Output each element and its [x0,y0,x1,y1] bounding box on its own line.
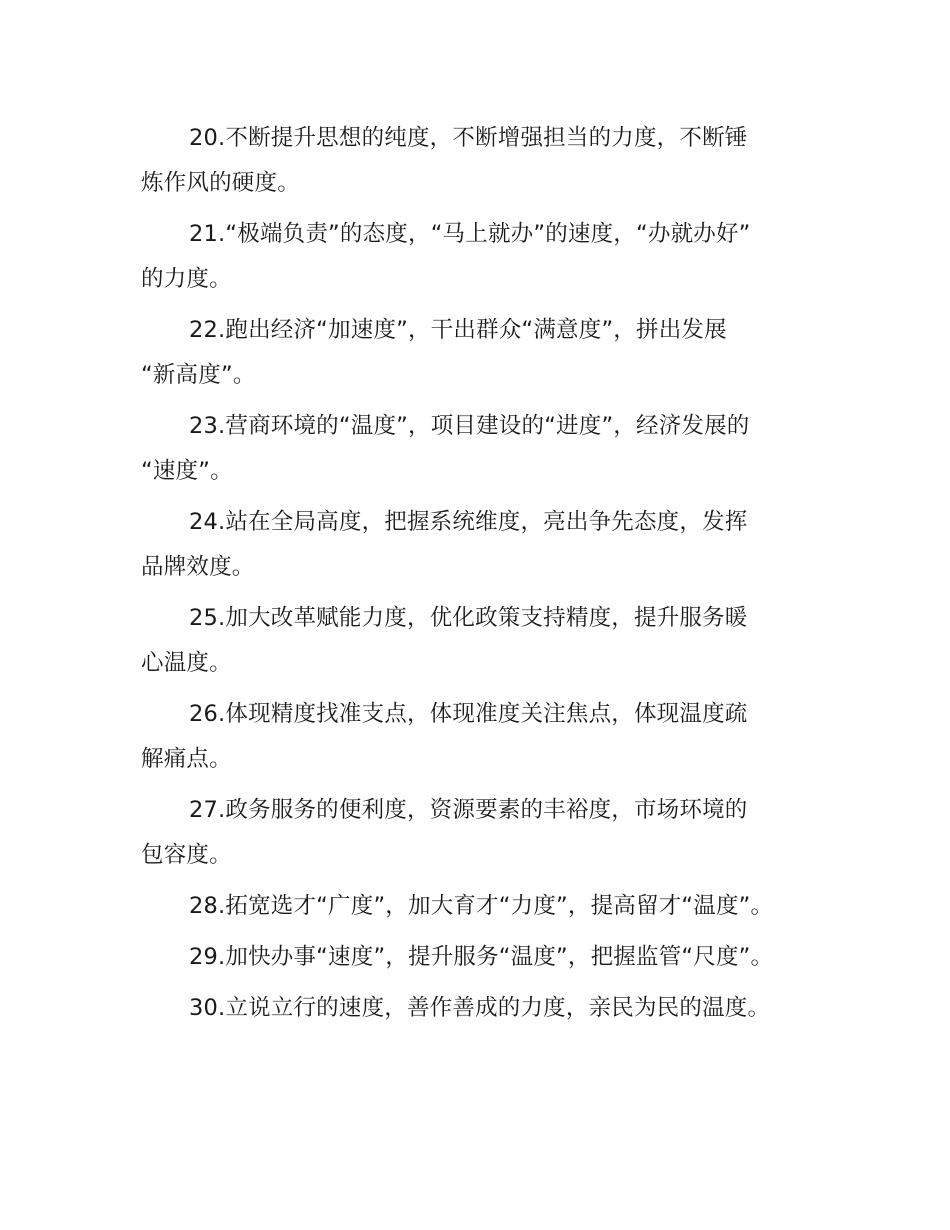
paragraph-line: 28.拓宽选才“广度”，加大育才“力度”，提高留才“温度”。 [189,893,774,919]
paragraph-line: 心温度。 [141,650,232,676]
paragraph-line: 炼作风的硬度。 [141,170,300,196]
paragraph-28 [141,884,817,929]
paragraph-line: 25.加大改革赋能力度，优化政策支持精度，提升服务暖 [189,605,748,631]
paragraph-24 [141,500,817,590]
paragraph-22 [141,308,817,398]
paragraph-26 [141,692,817,782]
paragraph-line: 20.不断提升思想的纯度，不断增强担当的力度，不断锤 [189,125,748,151]
paragraph-line: 品牌效度。 [141,554,255,580]
paragraph-line: 包容度。 [141,842,232,868]
paragraph-20 [141,116,817,206]
paragraph-25 [141,596,817,686]
paragraph-line: 30.立说立行的速度，善作善成的力度，亲民为民的温度。 [189,995,771,1021]
paragraph-27 [141,788,817,878]
paragraph-line: “速度”。 [141,458,233,484]
paragraph-line: 24.站在全局高度，把握系统维度，亮出争先态度，发挥 [189,509,748,535]
paragraph-line: 的力度。 [141,266,232,292]
document-body [141,116,817,1037]
paragraph-line: 29.加快办事“速度”，提升服务“温度”，把握监管“尺度”。 [189,944,774,970]
paragraph-line: 26.体现精度找准支点，体现准度关注焦点，体现温度疏 [189,701,748,727]
paragraph-23 [141,404,817,494]
paragraph-line: 解痛点。 [141,746,232,772]
paragraph-30 [141,986,817,1031]
paragraph-line: “新高度”。 [141,362,256,388]
paragraph-line: 27.政务服务的便利度，资源要素的丰裕度，市场环境的 [189,797,748,823]
paragraph-21 [141,212,817,302]
paragraph-line: 22.跑出经济“加速度”，干出群众“满意度”，拼出发展 [189,317,727,343]
paragraph-29 [141,935,817,980]
paragraph-line: 21.“极端负责”的态度，“马上就办”的速度，“办就办好” [189,221,751,247]
paragraph-line: 23.营商环境的“温度”，项目建设的“进度”，经济发展的 [189,413,750,439]
